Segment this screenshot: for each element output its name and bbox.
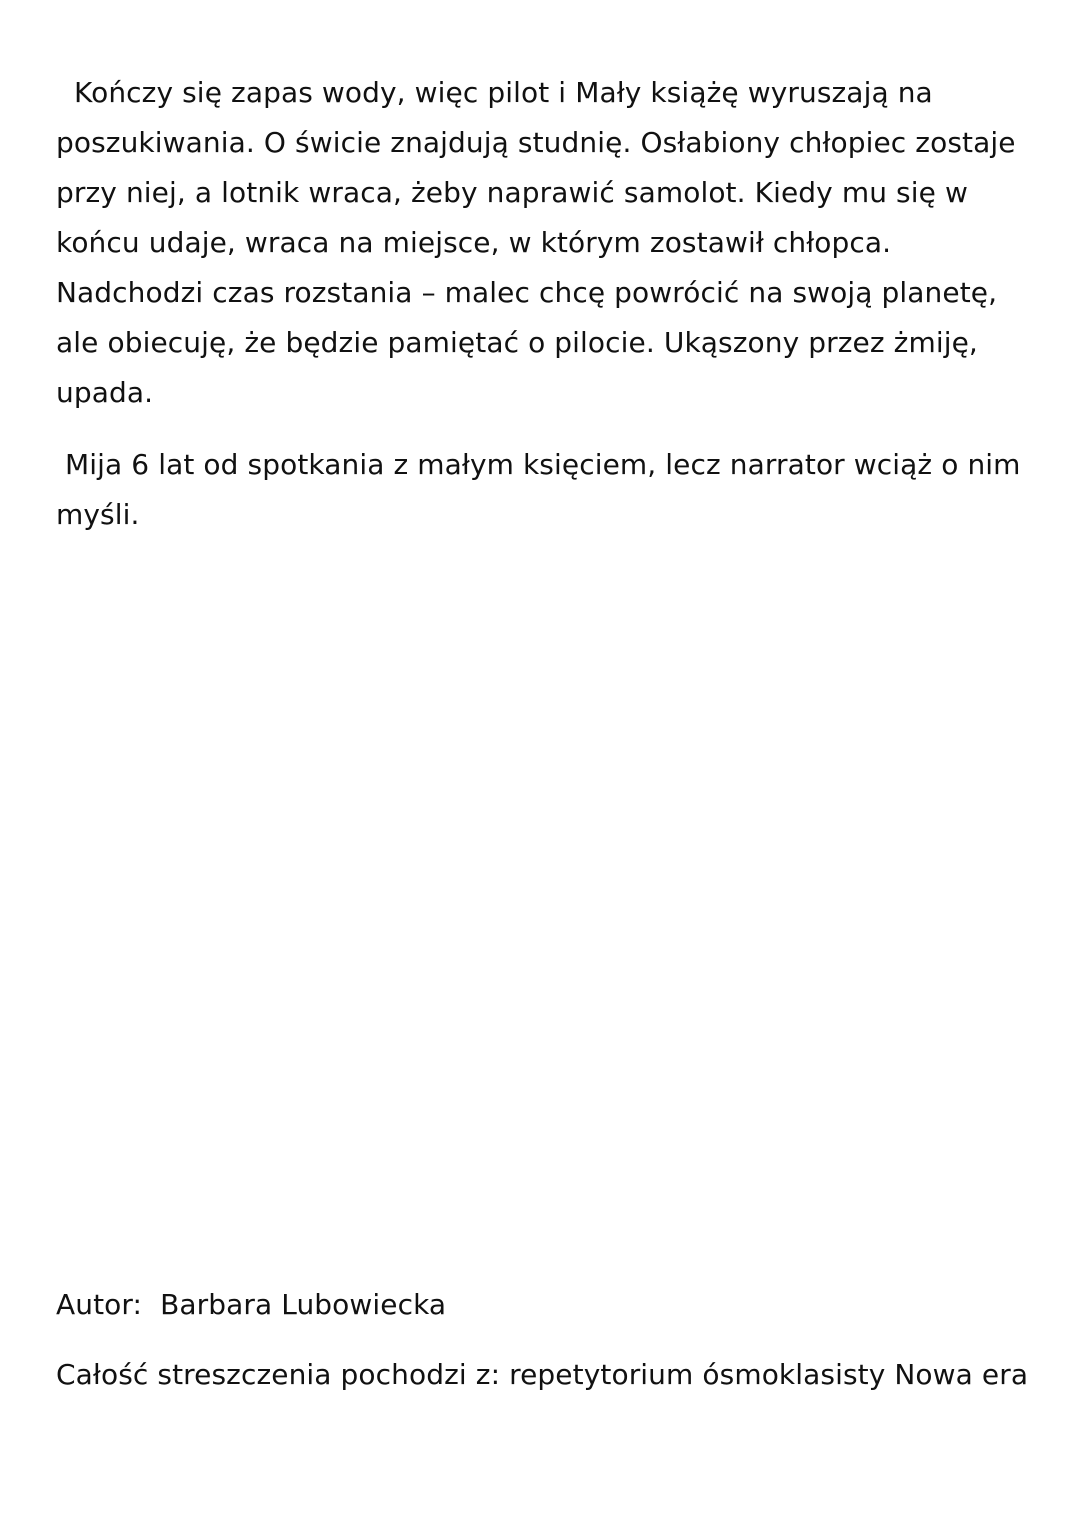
summary-paragraph-2: Mija 6 lat od spotkania z małym księciem, lecz narrator wciąż o nim myśli.	[56, 448, 1030, 531]
source-line: Całość streszczenia pochodzi z: repetytorium ósmoklasisty Nowa era	[56, 1358, 1029, 1391]
summary-paragraph-1: Kończy się zapas wody, więc pilot i Mały książę wyruszają na poszukiwania. O świcie znajdują studnię. Osłabiony chłopiec zostaje przy niej, a lotnik wraca, żeby naprawić samolot. Kiedy mu się w końcu udaje, wraca na miejsce, w którym zostawił chłopca. Nadchodzi czas rozstania – malec chcę powrócić na swoją planetę, ale obiecuję, że będzie pamiętać o pilocie. Ukąszony przez żmiję, upada.	[56, 76, 1025, 409]
author-line: Autor: Barbara Lubowiecka	[56, 1288, 447, 1321]
